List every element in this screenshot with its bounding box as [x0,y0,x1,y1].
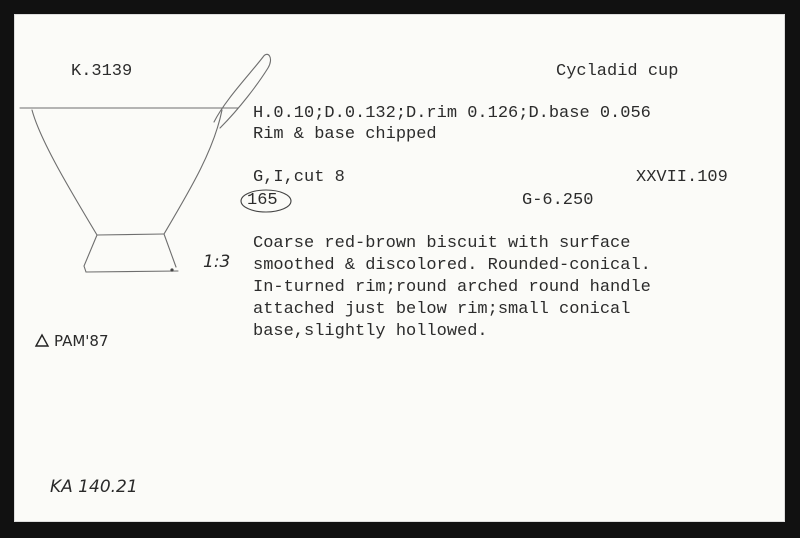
description-line: attached just below rim;small conical [253,300,631,319]
context-line: G,I,cut 8 [253,168,345,187]
description-line: smoothed & discolored. Rounded-conical. [253,256,651,275]
circled-number: 165 [247,191,278,210]
drawing-scale: 1:3 [203,252,231,272]
reference-roman: XXVII.109 [636,168,728,187]
inventory-reference: KA 140.21 [50,477,138,497]
dimensions-line: H.0.10;D.0.132;D.rim 0.126;D.base 0.056 [253,104,651,123]
description-line: base,slightly hollowed. [253,322,488,341]
description-line: In-turned rim;round arched round handle [253,278,651,297]
catalog-number: K.3139 [71,62,133,81]
object-title: Cycladid cup [556,62,679,81]
condition-line: Rim & base chipped [253,125,437,144]
grid-reference: G-6.250 [522,191,594,210]
description-line: Coarse red-brown biscuit with surface [253,234,631,253]
recorder-note: PAM'87 [54,332,109,350]
